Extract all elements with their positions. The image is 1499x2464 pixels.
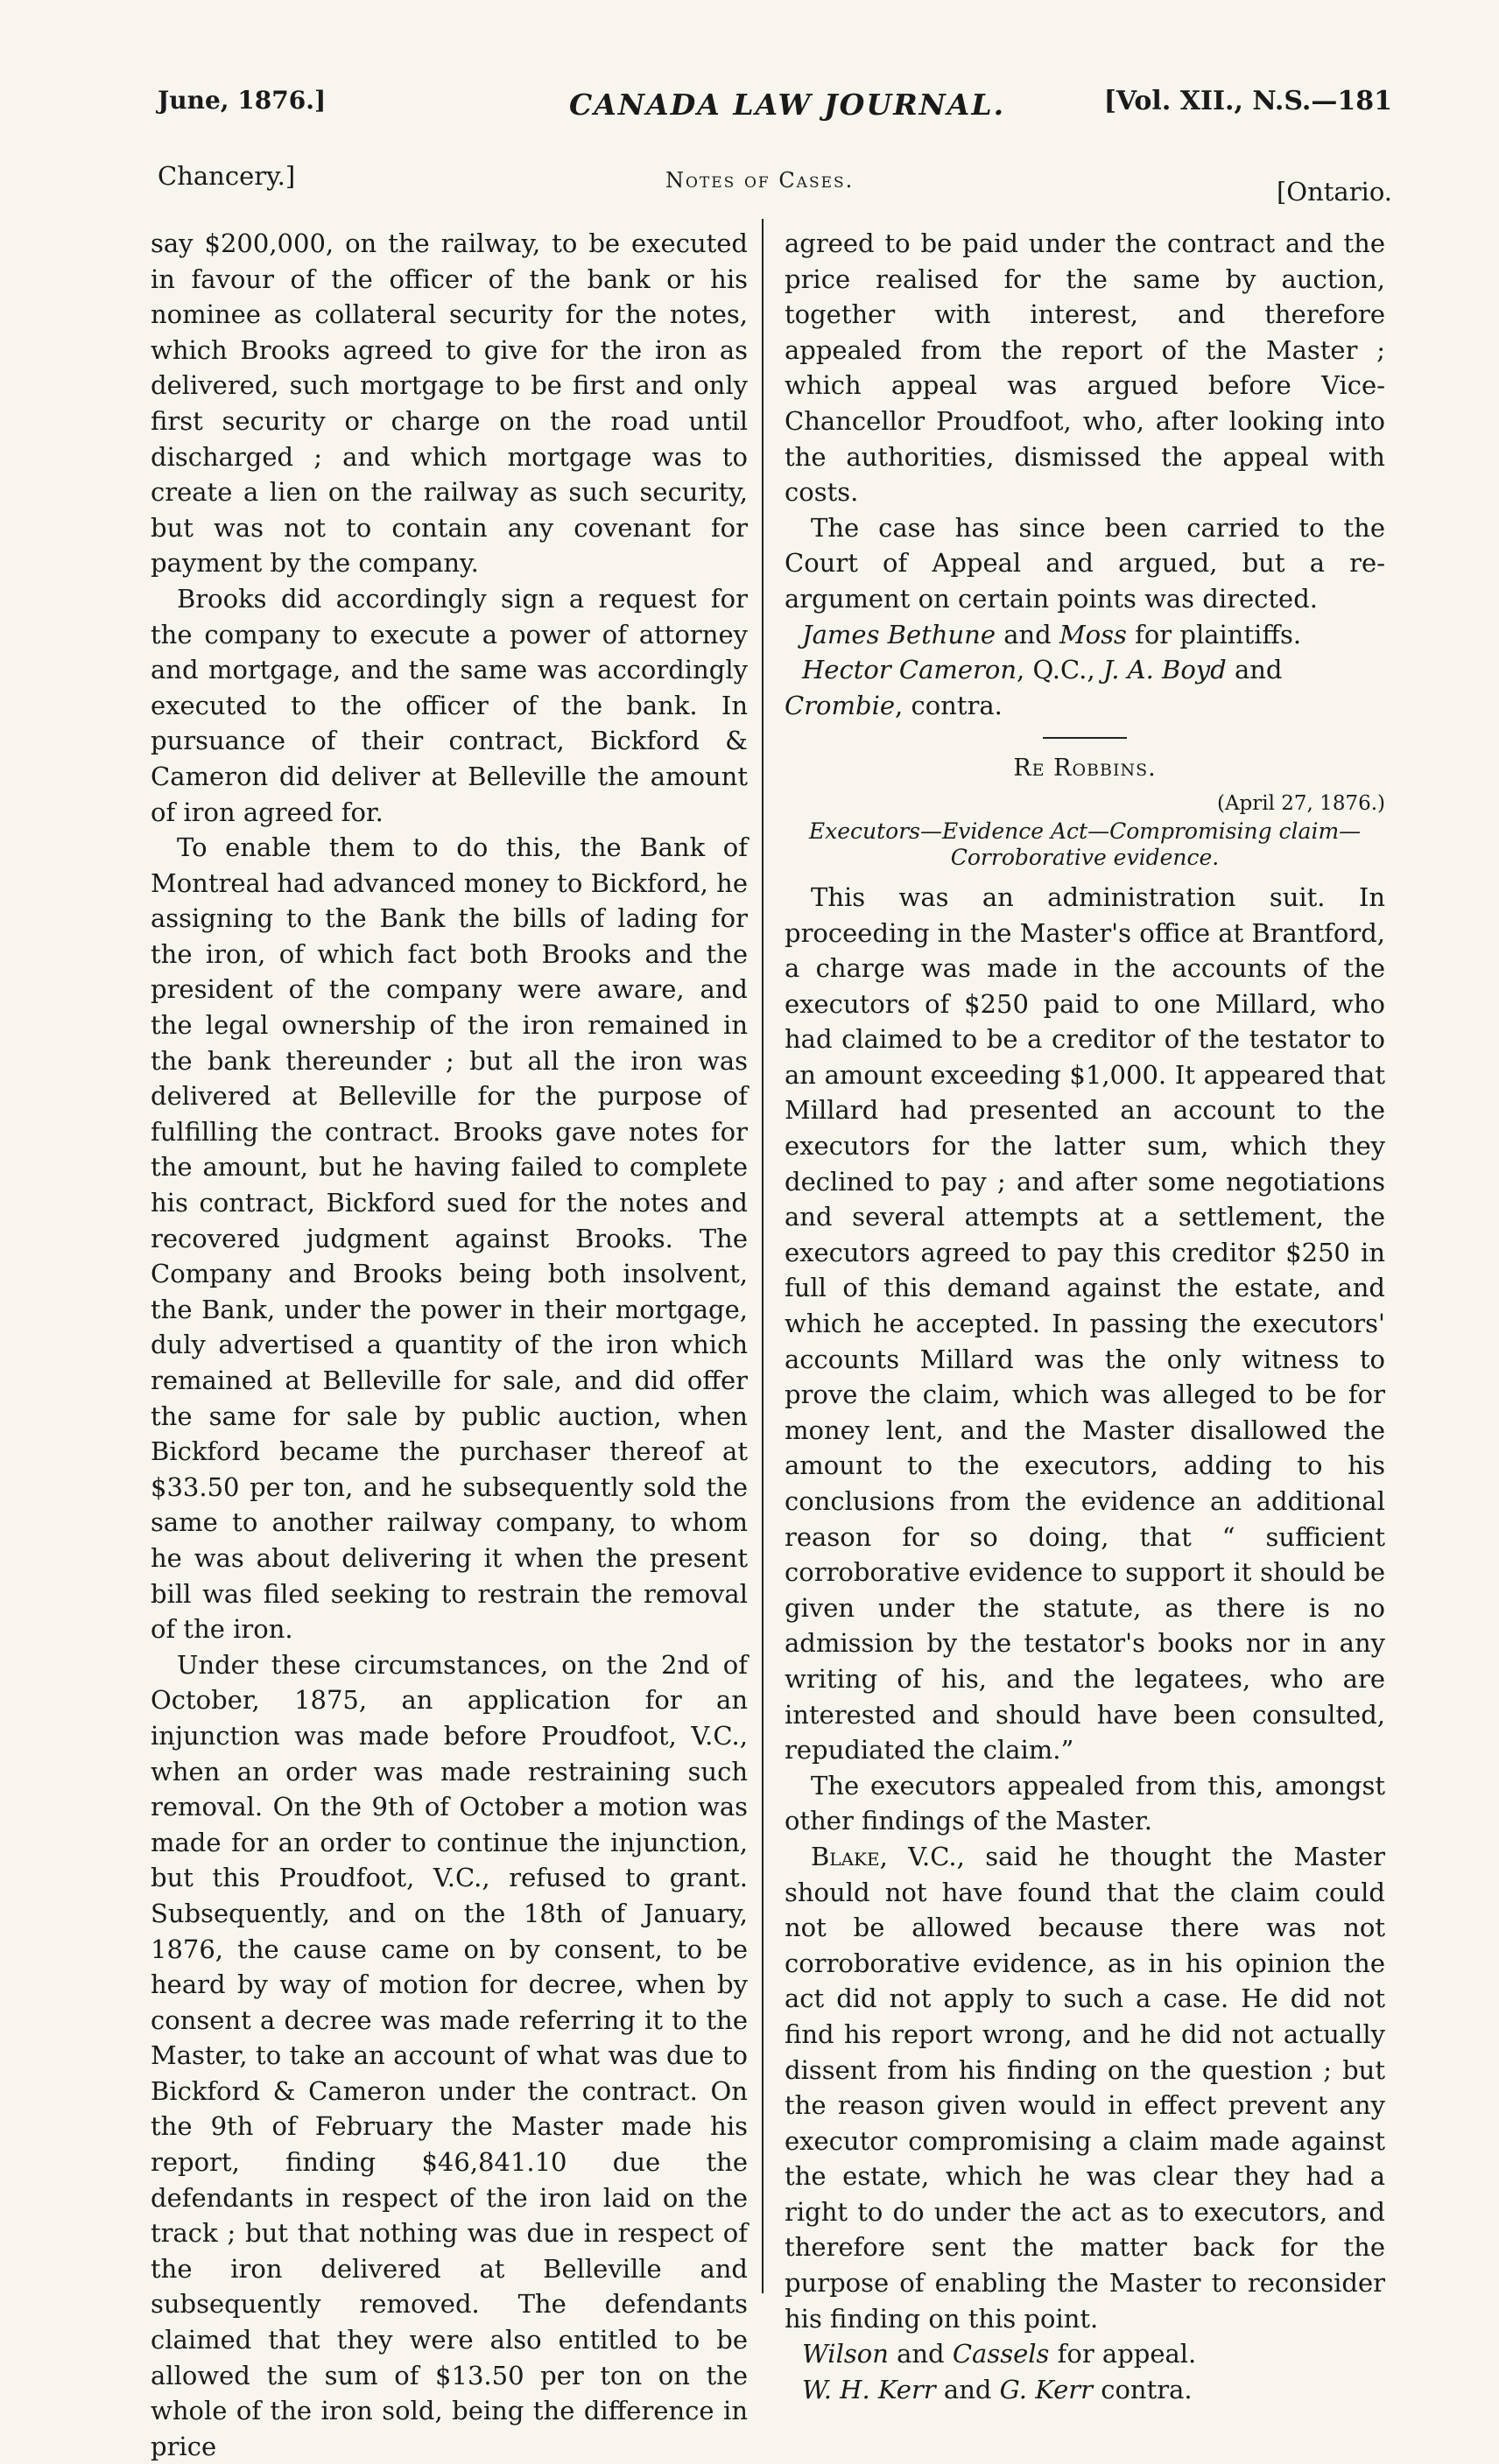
case-date: (April 27, 1876.): [1216, 791, 1385, 815]
paragraph: agreed to be paid under the contract and the price realised for the same by auction, together with interest, and therefore appealed from the report of the Master ; which appeal was argued before Vice-Chancellor Proudfoot, who, after looking into the authorities, dismissed the appeal with costs.: [785, 228, 1385, 508]
province-label: [Ontario.: [1276, 177, 1392, 207]
paragraph: Blake, V.C., said he thought the Master should not have found that the claim could not be allowed because there was not corroborative evidence, as in his opinion the act did not apply to such a case. He did not find his report wrong, and he did not actually dissent from his finding on the question ; but the reason given would in effect prevent any executor compromising a claim made against the estate, which he was clear they had a right to do under the act as to executors, and therefore sent the matter back for the purpose of enabling the Master to reconsider his finding on this point.: [785, 1841, 1385, 2334]
counsel-name: James Bethune: [802, 619, 996, 649]
running-head: [158, 86, 1392, 138]
counsel-name: Cassels: [952, 2339, 1050, 2369]
counsel-name: G. Kerr: [999, 2374, 1093, 2404]
column-divider: [762, 219, 764, 2293]
volume-page: [Vol. XII., N.S.—181: [1103, 86, 1392, 116]
counsel-name: Hector Cameron: [802, 655, 1017, 685]
counsel-line: Wilson and Cassels for appeal.: [802, 2339, 1197, 2369]
section-head: [158, 158, 1392, 207]
paragraph: This was an administration suit. In proceeding in the Master's office at Brantford, a charge was made in the accounts of the executors of $250 paid to one Millard, who had claimed to be a creditor of the testator to an amount exceeding $1,000. It appeared that Millard had presented an account to the executors for the latter sum, which they declined to pay ; and after some negotiations and several attempts at a settlement, the executors agreed to pay this creditor $250 in full of this demand against the estate, and which he accepted. In passing the executors' accounts Millard was the only witness to prove the claim, which was alleged to be for money lent, and the Master disallowed the amount to the executors, adding to his conclusions from the evidence an additional reason for so doing, that “ sufficient corroborative evidence to support it should be given under the statute, as there is no admission by the testator's books nor in any writing of his, and the legatees, who are interested and should have been consulted, repudiated the claim.”: [785, 881, 1386, 1766]
paragraph: The case has since been carried to the Court of Appeal and argued, but a re-argument on certain points was directed.: [785, 512, 1385, 614]
counsel-line: Hector Cameron, Q.C., J. A. Boyd and Crombie, contra.: [785, 655, 1283, 720]
paragraph: The executors appealed from this, amongst other findings of the Master.: [785, 1770, 1385, 1836]
counsel-name: J. A. Boyd: [1102, 655, 1227, 685]
case-separator-rule: [1043, 737, 1127, 739]
counsel-name: W. H. Kerr: [802, 2374, 936, 2404]
section-title: Notes of Cases.: [665, 168, 855, 193]
case-title: Re Robbins.: [1013, 755, 1157, 783]
counsel-name: Moss: [1059, 619, 1127, 649]
judge-name: Blake, V.C.: [811, 1841, 957, 1871]
paragraph: say $200,000, on the railway, to be executed in favour of the officer of the bank or his nominee as collateral security for the notes, which Brooks agreed to give for the iron as delivered, such mortgage to be first and only first security or charge on the road until discharged ; and which mortgage was to create a lien on the railway as such security, but was not to contain any covenant for payment by the company.: [151, 228, 748, 579]
paragraph: To enable them to do this, the Bank of Montreal had advanced money to Bickford, he assigning to the Bank the bills of lading for the iron, of which fact both Brooks and the president of the company were aware, and the legal ownership of the iron remained in the bank thereunder ; but all the iron was delivered at Belleville for the purpose of fulfilling the contract. Brooks gave notes for the amount, but he having failed to complete his contract, Bickford sued for the notes and recovered judgment against Brooks. The Company and Brooks being both insolvent, the Bank, under the power in their mortgage, duly advertised a quantity of the iron which remained at Belleville for sale, and did offer the same for sale by public auction, when Bickford became the purchaser thereof at $33.50 per ton, and he subsequently sold the same to another railway company, to whom he was about delivering it when the present bill was filed seeking to restrain the removal of the iron.: [151, 832, 748, 1645]
court-label: Chancery.]: [158, 161, 296, 191]
counsel-line: James Bethune and Moss for plaintiffs.: [802, 619, 1302, 649]
counsel-name: Wilson: [802, 2339, 889, 2369]
paragraph: Brooks did accordingly sign a request for the company to execute a power of attorney and mortgage, and the same was accordingly executed to the officer of the bank. In pursuance of their contract, Bickford & Cameron did deliver at Belleville the amount of iron agreed for.: [151, 583, 748, 827]
counsel-line: W. H. Kerr and G. Kerr contra.: [802, 2374, 1193, 2404]
right-column: [785, 226, 1385, 2407]
paragraph: Under these circumstances, on the 2nd of October, 1875, an application for an injunction was made before Proudfoot, V.C., when an order was made restraining such removal. On the 9th of October a motion was made for an order to continue the injunction, but this Proudfoot, V.C., refused to grant. Subsequently, and on the 18th of January, 1876, the cause came on by consent, to be heard by way of motion for decree, when by consent a decree was made referring it to the Master, to take an account of what was due to Bickford & Cameron under the contract. On the 9th of February the Master made his report, finding $46,841.10 due the defendants in respect of the iron laid on the track ; but that nothing was due in respect of the iron delivered at Belleville and subsequently removed. The defendants claimed that they were also entitled to be allowed the sum of $13.50 per ton on the whole of the iron sold, being the difference in price: [151, 1649, 748, 2461]
journal-title: CANADA LAW JOURNAL.: [569, 88, 1006, 122]
case-headnote: Executors—Evidence Act—Compromising claim—Corroborative evidence.: [808, 818, 1362, 870]
left-column: [151, 226, 748, 2464]
counsel-name: Crombie: [785, 690, 896, 720]
issue-date: June, 1876.]: [158, 86, 327, 115]
